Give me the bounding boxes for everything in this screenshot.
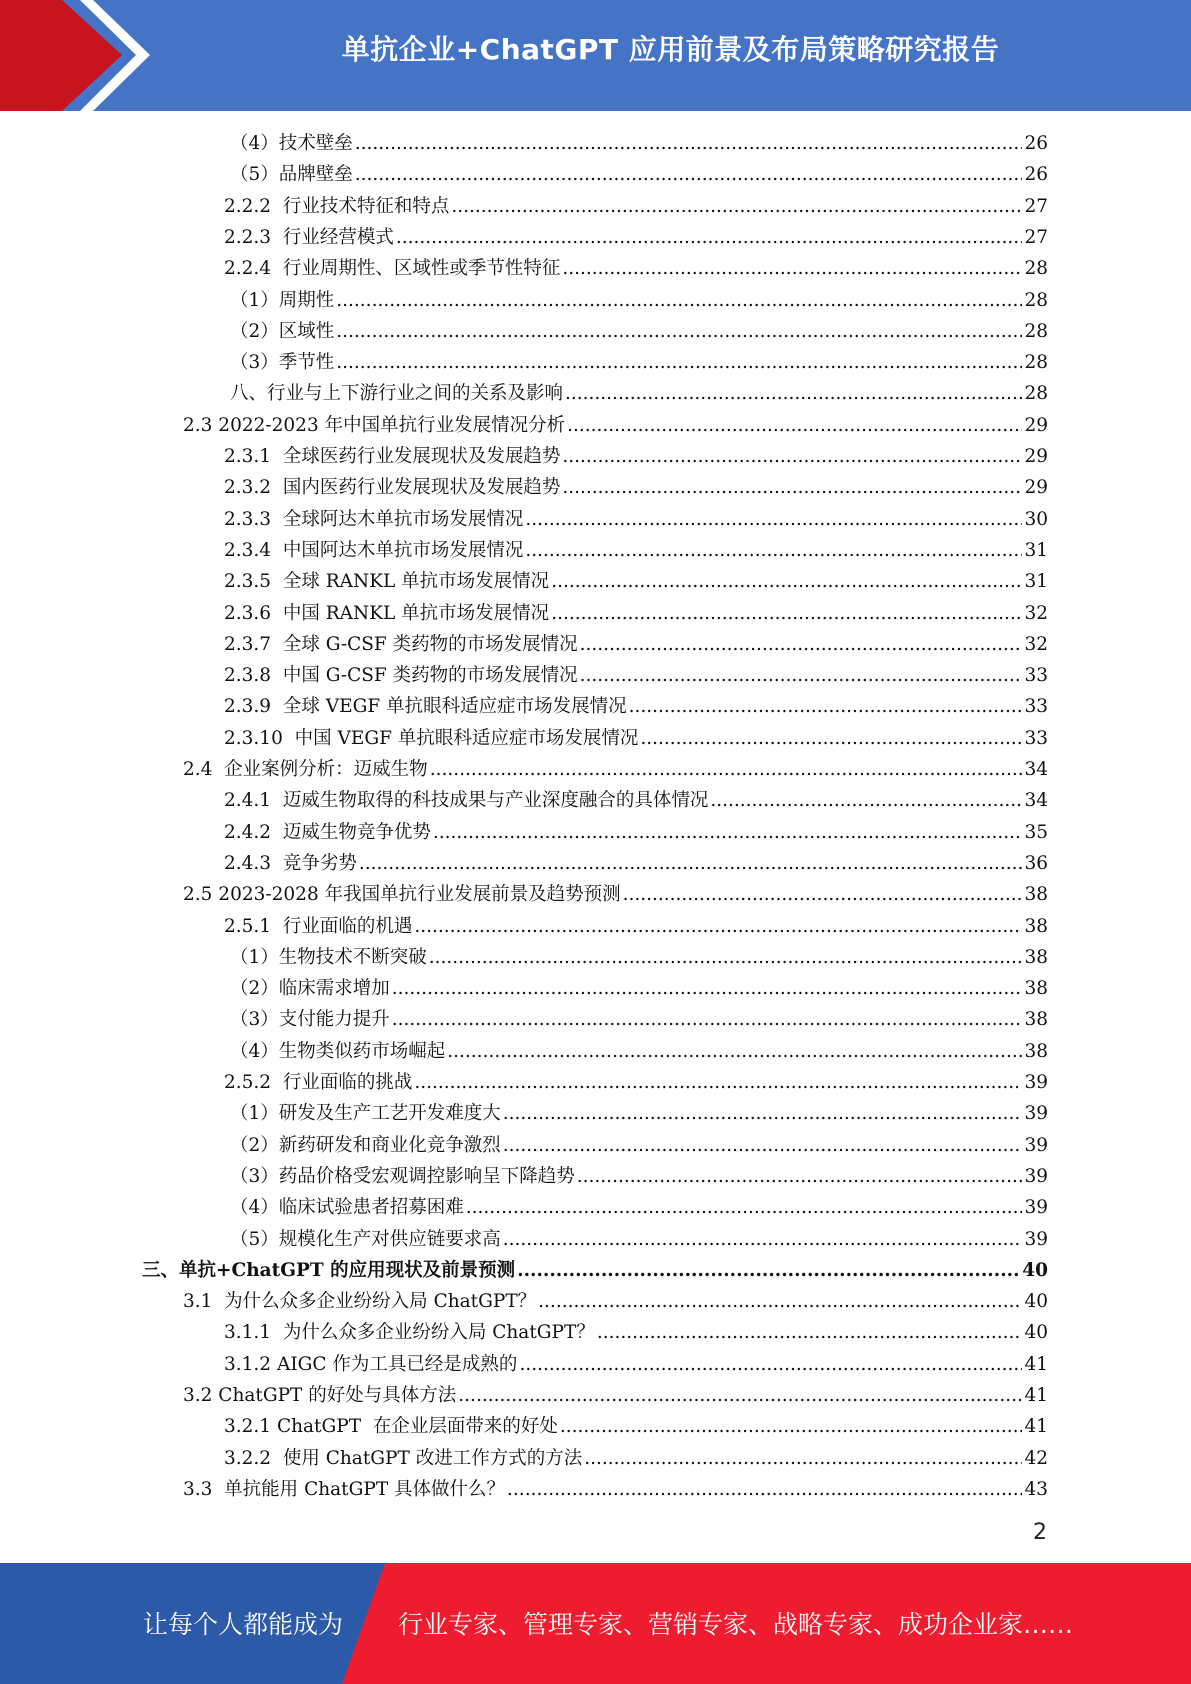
toc-leader-dots [565, 378, 1022, 409]
toc-entry-page: 26 [1024, 133, 1048, 154]
toc-entry[interactable] [224, 1443, 1048, 1474]
toc-entry[interactable] [230, 1004, 1048, 1035]
toc-entry-label: 2.3.9 全球 VEGF 单抗眼科适应症市场发展情况 [224, 696, 627, 718]
toc-entry-label: （2）区域性 [230, 320, 335, 342]
toc-entry-label: 2.3.7 全球 G-CSF 类药物的市场发展情况 [224, 633, 578, 655]
toc-entry[interactable] [230, 316, 1048, 347]
toc-entry-label: 2.3.4 中国阿达木单抗市场发展情况 [224, 539, 524, 561]
toc-entry-label: 3.2.2 使用 ChatGPT 改进工作方式的方法 [224, 1447, 583, 1469]
toc-entry[interactable] [224, 598, 1048, 629]
toc-entry-label: （5）规模化生产对供应链要求高 [230, 1228, 501, 1250]
toc-entry-page: 41 [1024, 1353, 1048, 1375]
toc-leader-dots [580, 660, 1023, 691]
toc-entry-page: 30 [1024, 508, 1048, 530]
toc-entry-page: 34 [1024, 790, 1048, 812]
toc-leader-dots [710, 785, 1022, 816]
toc-leader-dots [433, 817, 1023, 848]
toc-leader-dots [503, 1224, 1023, 1255]
toc-leader-dots [560, 1411, 1023, 1442]
toc-entry-page: 27 [1024, 226, 1048, 248]
toc-entry[interactable] [224, 1317, 1048, 1348]
toc-entry-label: 2.3.5 全球 RANKL 单抗市场发展情况 [224, 571, 550, 593]
toc-entry-page: 36 [1024, 852, 1048, 874]
toc-entry[interactable] [224, 1067, 1048, 1098]
toc-entry-label: （4）临床试验患者招募困难 [230, 1197, 464, 1219]
toc-entry[interactable] [230, 1161, 1048, 1192]
toc-entry-label: （4）生物类似药市场崛起 [230, 1040, 446, 1062]
toc-entry-label: 2.5 2023-2028 年我国单抗行业发展前景及趋势预测 [183, 884, 621, 906]
toc-entry[interactable] [224, 629, 1048, 660]
toc-entry[interactable] [230, 1098, 1048, 1129]
toc-entry[interactable] [230, 159, 1048, 190]
toc-leader-dots [577, 1161, 1023, 1192]
toc-entry-label: 2.4.1 迈威生物取得的科技成果与产业深度融合的具体情况 [224, 790, 709, 812]
toc-leader-dots [503, 1098, 1023, 1129]
toc-entry-label: 八、行业与上下游行业之间的关系及影响 [230, 383, 564, 405]
toc-leader-dots [517, 1255, 1020, 1286]
toc-entry-page: 39 [1024, 1103, 1048, 1125]
toc-entry[interactable] [224, 222, 1048, 253]
footer-slogan-right: 行业专家、管理专家、营销专家、战略专家、成功企业家…… [398, 1610, 1074, 1639]
toc-entry-label: 2.3.6 中国 RANKL 单抗市场发展情况 [224, 602, 550, 624]
toc-entry-page: 35 [1024, 821, 1048, 843]
toc-leader-dots [414, 911, 1022, 942]
toc-entry[interactable] [224, 660, 1048, 691]
toc-entry-page: 41 [1024, 1385, 1048, 1406]
toc-entry[interactable] [224, 691, 1048, 722]
toc-entry[interactable] [224, 566, 1048, 597]
toc-entry-label: 2.4.2 迈威生物竞争优势 [224, 821, 431, 843]
toc-leader-dots [567, 410, 1022, 441]
toc-entry-label: （3）药品价格受宏观调控影响呈下降趋势 [230, 1165, 575, 1187]
toc-entry-page: 38 [1024, 1040, 1048, 1062]
toc-entry-label: 2.3 2022-2023 年中国单抗行业发展情况分析 [183, 414, 566, 436]
toc-entry-label: （2）临床需求增加 [230, 978, 390, 1000]
toc-leader-dots [507, 1474, 1022, 1505]
toc-entry-label: （1）周期性 [230, 289, 335, 311]
toc-entry-label: （4）技术壁垒 [230, 133, 353, 154]
toc-entry-label: （2）新药研发和商业化竞争激烈 [230, 1134, 501, 1156]
toc-leader-dots [355, 128, 1023, 159]
toc-leader-dots [336, 347, 1022, 378]
toc-leader-dots [336, 285, 1022, 316]
toc-entry-label: （3）季节性 [230, 352, 335, 374]
toc-entry-page: 33 [1024, 727, 1048, 749]
toc-entry-label: 2.4 企业案例分析：迈威生物 [183, 759, 428, 780]
toc-entry[interactable] [183, 754, 1048, 785]
toc-entry-page: 38 [1024, 978, 1048, 1000]
toc-entry[interactable] [183, 1474, 1048, 1505]
toc-entry-page: 39 [1024, 1072, 1048, 1093]
toc-entry-page: 29 [1024, 446, 1048, 467]
toc-entry-label: 3.3 单抗能用 ChatGPT 具体做什么？ [183, 1478, 506, 1500]
toc-entry[interactable] [224, 472, 1048, 503]
toc-entry[interactable] [224, 785, 1048, 816]
toc-entry-page: 28 [1024, 289, 1048, 311]
toc-entry[interactable] [142, 1255, 1048, 1286]
toc-leader-dots [562, 253, 1022, 284]
toc-entry-label: 三、单抗+ChatGPT 的应用现状及前景预测 [142, 1259, 516, 1281]
toc-entry[interactable] [224, 848, 1048, 879]
toc-entry-page: 39 [1024, 1228, 1048, 1250]
toc-leader-dots [580, 629, 1023, 660]
toc-leader-dots [429, 942, 1023, 973]
toc-entry[interactable] [230, 1224, 1048, 1255]
toc-entry[interactable] [230, 1130, 1048, 1161]
page-footer [0, 1563, 1191, 1684]
toc-entry[interactable] [230, 128, 1048, 159]
toc-leader-dots [392, 1004, 1023, 1035]
toc-entry-page: 26 [1024, 164, 1048, 186]
toc-entry[interactable] [224, 1349, 1048, 1380]
toc-leader-dots [629, 691, 1023, 722]
toc-entry[interactable] [230, 973, 1048, 1004]
toc-entry[interactable] [224, 817, 1048, 848]
toc-leader-dots [336, 316, 1022, 347]
toc-entry[interactable] [224, 723, 1048, 754]
toc-entry-page: 33 [1024, 665, 1048, 687]
toc-entry-label: 3.1 为什么众多企业纷纷入局 ChatGPT？ [183, 1291, 537, 1313]
toc-entry-label: （1）研发及生产工艺开发难度大 [230, 1103, 501, 1125]
toc-entry-page: 39 [1024, 1165, 1048, 1187]
toc-leader-dots [392, 973, 1023, 1004]
toc-entry[interactable] [224, 911, 1048, 942]
toc-entry[interactable] [230, 347, 1048, 378]
toc-entry[interactable] [183, 1380, 1048, 1411]
toc-leader-dots [503, 1130, 1023, 1161]
toc-entry[interactable] [224, 253, 1048, 284]
toc-leader-dots [538, 1286, 1022, 1317]
toc-leader-dots [562, 441, 1022, 472]
toc-leader-dots [623, 879, 1023, 910]
toc-entry[interactable] [230, 378, 1048, 409]
toc-entry-page: 34 [1024, 759, 1048, 780]
toc-leader-dots [525, 535, 1022, 566]
toc-leader-dots [551, 566, 1022, 597]
toc-entry-page: 40 [1024, 1291, 1048, 1313]
toc-entry-page: 43 [1024, 1478, 1048, 1500]
toc-leader-dots [525, 504, 1022, 535]
toc-entry-page: 41 [1024, 1416, 1048, 1438]
toc-entry-page: 39 [1024, 1197, 1048, 1219]
toc-entry-page: 28 [1024, 258, 1048, 280]
toc-entry-page: 38 [1024, 884, 1048, 906]
footer-slogan-left: 让每个人都能成为 [143, 1610, 344, 1639]
toc-entry-page: 38 [1024, 1009, 1048, 1031]
toc-entry-page: 28 [1024, 352, 1048, 374]
toc-entry-page: 31 [1024, 539, 1048, 561]
toc-entry-label: 2.3.8 中国 G-CSF 类药物的市场发展情况 [224, 665, 578, 687]
toc-entry[interactable] [230, 285, 1048, 316]
toc-entry-label: （3）支付能力提升 [230, 1009, 390, 1031]
toc-leader-dots [584, 1443, 1022, 1474]
toc-entry-page: 28 [1024, 320, 1048, 342]
toc-entry[interactable] [183, 879, 1048, 910]
toc-leader-dots [597, 1317, 1023, 1348]
toc-entry-page: 32 [1024, 602, 1048, 624]
toc-entry-page: 32 [1024, 633, 1048, 655]
toc-leader-dots [359, 848, 1023, 879]
toc-entry-label: 3.1.1 为什么众多企业纷纷入局 ChatGPT？ [224, 1322, 595, 1344]
toc-entry[interactable] [224, 191, 1048, 222]
toc-entry-label: 2.3.10 中国 VEGF 单抗眼科适应症市场发展情况 [224, 727, 639, 749]
toc-entry-page: 40 [1022, 1259, 1048, 1281]
toc-entry-label: （5）品牌壁垒 [230, 164, 353, 186]
toc-entry[interactable] [230, 1036, 1048, 1067]
toc-leader-dots [551, 598, 1022, 629]
toc-leader-dots [458, 1380, 1022, 1411]
toc-entry-label: 2.5.2 行业面临的挑战 [224, 1072, 413, 1093]
toc-entry-label: 2.4.3 竞争劣势 [224, 852, 357, 874]
toc-entry[interactable] [224, 441, 1048, 472]
toc-entry-label: （1）生物技术不断突破 [230, 946, 427, 968]
toc-leader-dots [562, 472, 1022, 503]
toc-entry[interactable] [224, 1411, 1048, 1442]
toc-entry[interactable] [230, 1192, 1048, 1223]
toc-entry-label: 2.2.2 行业技术特征和特点 [224, 195, 450, 217]
page-number: 2 [1033, 1520, 1047, 1545]
toc-leader-dots [396, 222, 1023, 253]
toc-entry-label: 2.2.4 行业周期性、区域性或季节性特征 [224, 258, 561, 280]
toc-leader-dots [519, 1349, 1022, 1380]
toc-leader-dots [466, 1192, 1023, 1223]
toc-entry-page: 29 [1024, 414, 1048, 436]
toc-entry-label: 3.2 ChatGPT 的好处与具体方法 [183, 1385, 457, 1406]
toc-entry[interactable] [183, 410, 1048, 441]
toc-leader-dots [447, 1036, 1022, 1067]
toc-entry-page: 28 [1024, 383, 1048, 405]
toc-entry-page: 27 [1024, 195, 1048, 217]
toc-entry-label: 2.5.1 行业面临的机遇 [224, 915, 413, 937]
toc-entry-page: 38 [1024, 946, 1048, 968]
toc-entry-label: 2.3.2 国内医药行业发展现状及发展趋势 [224, 477, 561, 499]
toc-leader-dots [414, 1067, 1022, 1098]
toc-entry-label: 3.1.2 AIGC 作为工具已经是成熟的 [224, 1353, 518, 1375]
toc-entry-page: 42 [1024, 1447, 1048, 1469]
toc-entry-page: 38 [1024, 915, 1048, 937]
toc-entry-label: 3.2.1 ChatGPT 在企业层面带来的好处 [224, 1416, 558, 1438]
toc-entry[interactable] [230, 942, 1048, 973]
toc-entry-page: 40 [1024, 1322, 1048, 1344]
toc-entry-page: 39 [1024, 1134, 1048, 1156]
toc-entry-label: 2.3.3 全球阿达木单抗市场发展情况 [224, 508, 524, 530]
report-title: 单抗企业+ChatGPT 应用前景及布局策略研究报告 [341, 33, 1000, 66]
toc-leader-dots [640, 723, 1022, 754]
toc-entry[interactable] [224, 504, 1048, 535]
toc-entry-label: 2.3.1 全球医药行业发展现状及发展趋势 [224, 446, 561, 467]
page-header [0, 0, 1191, 111]
toc-leader-dots [430, 754, 1023, 785]
toc-leader-dots [355, 159, 1023, 190]
toc-entry[interactable] [224, 535, 1048, 566]
toc-entry-label: 2.2.3 行业经营模式 [224, 226, 394, 248]
toc-entry-page: 29 [1024, 477, 1048, 499]
toc-entry-page: 33 [1024, 696, 1048, 718]
toc-entry-page: 31 [1024, 571, 1048, 593]
toc-entry[interactable] [183, 1286, 1048, 1317]
toc-leader-dots [451, 191, 1022, 222]
